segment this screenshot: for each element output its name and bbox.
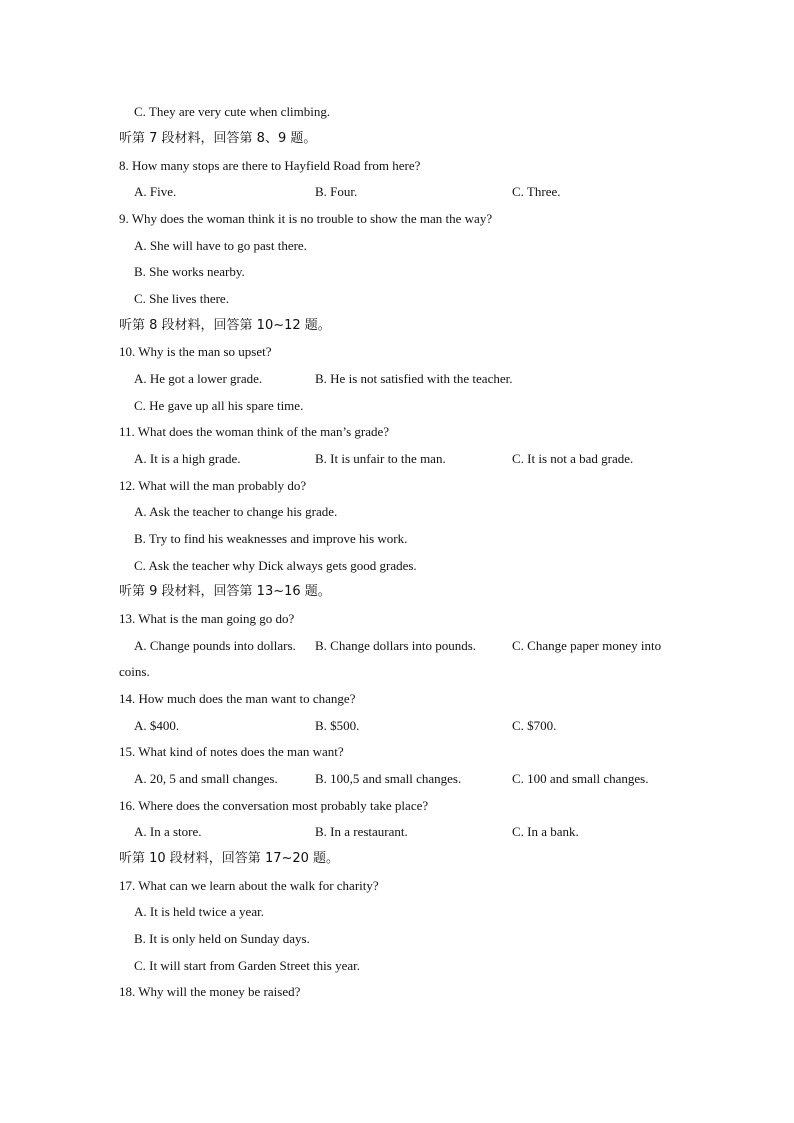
question-8: 8. How many stops are there to Hayfield Road from here? <box>119 158 421 173</box>
option-b: B. In a restaurant. <box>315 824 408 839</box>
option-b: B. It is unfair to the man. <box>315 451 446 466</box>
option-c: C. Three. <box>512 184 561 199</box>
question-12: 12. What will the man probably do? <box>119 478 307 493</box>
question-13: 13. What is the man going go do? <box>119 611 295 626</box>
section-heading: 听第 8 段材料，回答第 10~12 题。 <box>119 318 331 333</box>
option-b: B. He is not satisfied with the teacher. <box>315 371 513 386</box>
option-b: B. She works nearby. <box>134 264 245 279</box>
option-a: A. Five. <box>134 184 177 199</box>
option-a: A. 20, 5 and small changes. <box>134 771 278 786</box>
option-c: C. He gave up all his spare time. <box>134 398 304 413</box>
section-heading: 听第 7 段材料，回答第 8、9 题。 <box>119 131 317 146</box>
option-line: C. They are very cute when climbing. <box>134 104 331 119</box>
option-c: C. Change paper money into <box>512 638 662 653</box>
option-a: A. In a store. <box>134 824 202 839</box>
question-9: 9. Why does the woman think it is no trouble to show the man the way? <box>119 211 493 226</box>
option-c: C. It is not a bad grade. <box>512 451 634 466</box>
question-14: 14. How much does the man want to change? <box>119 691 356 706</box>
option-a: A. It is a high grade. <box>134 451 241 466</box>
question-16: 16. Where does the conversation most probably take place? <box>119 798 429 813</box>
option-c: C. In a bank. <box>512 824 579 839</box>
option-b: B. $500. <box>315 718 360 733</box>
option-b: B. Try to find his weaknesses and improve his work. <box>134 531 408 546</box>
question-15: 15. What kind of notes does the man want? <box>119 744 344 759</box>
option-b: B. It is only held on Sunday days. <box>134 931 310 946</box>
option-c: C. She lives there. <box>134 291 229 306</box>
question-17: 17. What can we learn about the walk for charity? <box>119 878 379 893</box>
section-heading: 听第 9 段材料，回答第 13~16 题。 <box>119 584 331 599</box>
option-b: B. Change dollars into pounds. <box>315 638 477 653</box>
section-heading: 听第 10 段材料，回答第 17~20 题。 <box>119 851 340 866</box>
question-10: 10. Why is the man so upset? <box>119 344 272 359</box>
option-c: C. $700. <box>512 718 557 733</box>
question-18: 18. Why will the money be raised? <box>119 984 301 999</box>
option-a: A. Ask the teacher to change his grade. <box>134 504 338 519</box>
option-c: C. 100 and small changes. <box>512 771 649 786</box>
option-a: A. She will have to go past there. <box>134 238 307 253</box>
option-a: A. He got a lower grade. <box>134 371 263 386</box>
option-a: A. Change pounds into dollars. <box>134 638 296 653</box>
option-a: A. It is held twice a year. <box>134 904 264 919</box>
option-a: A. $400. <box>134 718 180 733</box>
option-c: C. It will start from Garden Street this year. <box>134 958 361 973</box>
option-b: B. Four. <box>315 184 358 199</box>
option-b: B. 100,5 and small changes. <box>315 771 462 786</box>
question-11: 11. What does the woman think of the man’s grade? <box>119 424 390 439</box>
option-c: C. Ask the teacher why Dick always gets good grades. <box>134 558 417 573</box>
option-c-continued: coins. <box>119 664 150 679</box>
